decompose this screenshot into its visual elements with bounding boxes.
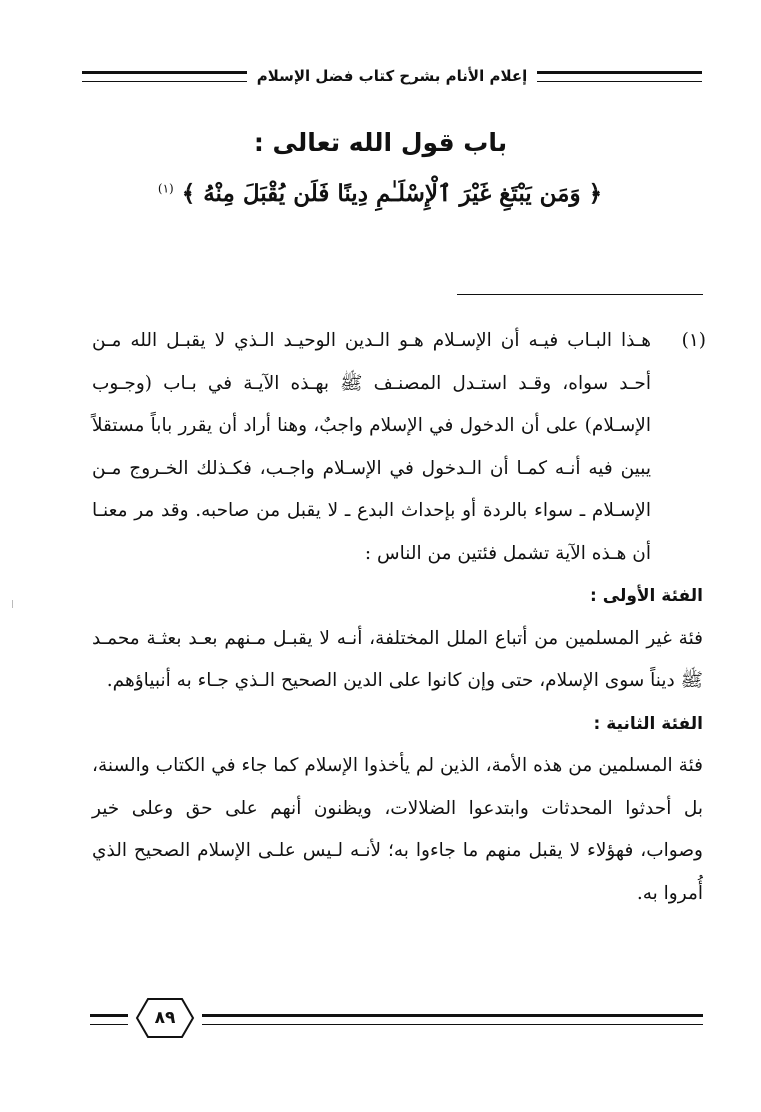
footnote-paragraph: هـذا البـاب فيـه أن الإسـلام هـو الـدين الوحيـد الـذي لا يقبـل الله مـن أحـد سواه، وقـد استـدل المصنـف ﷺ بهـذه الآيـة في بـاب (وجـوب الإسـلام) على أن الدخول في الإسلام واجبٌ، وهنا أراد أن يقرر باباً مستقلاً يبين فيه أنـه كمـا أن الـدخول في الإسـلام واجـب، فكـذلك الخـروج مـن الإسـلام ـ سواء بالردة أو بإحداث البدع ـ لا يقبل من صاحبه. وقد مر معنـا أن هـذه الآية تشمل فئتين من الناس : (92, 330, 651, 564)
header-rule-right (537, 71, 702, 82)
footnote-text (92, 320, 651, 575)
section-text-second: فئة المسلمين من هذه الأمة، الذين لم يأخذوا الإسلام كما جاء في الكتاب والسنة، بل أحدثوا المحدثات وابتدعوا الضلالات، ويظنون أنهم على حق وعلى خير وصواب، فهؤلاء لا يقبل منهم ما جاءوا به؛ لأنـه لـيس علـى الإسلام الصحيح الذي أُمروا به. (92, 755, 703, 904)
footer-rule-left (90, 1014, 128, 1025)
running-header (82, 60, 702, 92)
chapter-title: باب قول الله تعالى : (253, 128, 508, 157)
page-footer (90, 996, 703, 1046)
verse-footnote-mark: (١) (157, 181, 174, 196)
book-title: إعلام الأنام بشرح كتاب فضل الإسلام (256, 67, 528, 85)
footnote-separator (457, 294, 703, 295)
footnote (92, 320, 706, 915)
verse-text: ﴿ وَمَن يَبْتَغِ غَيْرَ ٱلْإِسْلَـٰمِ دِينًا فَلَن يُقْبَلَ مِنْهُ ﴾ (181, 180, 603, 207)
quran-verse (100, 180, 660, 207)
scan-mark (12, 600, 13, 608)
section-heading-second: الفئة الثانية : (593, 713, 703, 734)
page-number: ٨٩ (154, 1008, 176, 1028)
section-text-first: فئة غير المسلمين من أتباع الملل المختلفة، أنـه لا يقبـل مـنهم بعـد بعثـة محمـد ﷺ ديناً سوى الإسلام، حتى وإن كانوا على الدين الصحيح الـذي جـاء به أنبياؤهم. (92, 627, 703, 691)
header-rule-left (82, 71, 247, 82)
page-number-frame (134, 996, 196, 1040)
footer-rule-right (202, 1014, 703, 1025)
footnote-number: (١) (681, 330, 706, 351)
section-heading-first: الفئة الأولى : (590, 586, 703, 606)
